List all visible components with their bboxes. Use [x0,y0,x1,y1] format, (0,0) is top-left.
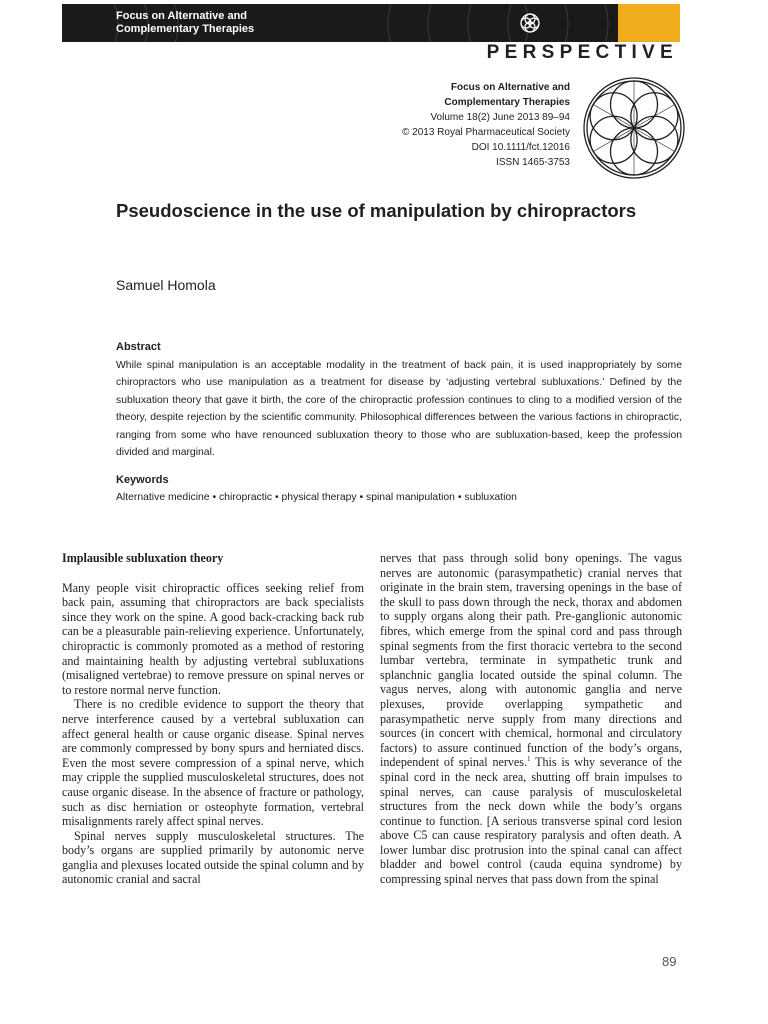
keywords-heading: Keywords [116,474,169,486]
abstract-text: While spinal manipulation is an acceptable modality in the treatment of back pain, it is used inappropriately by some chiropractors who use manipulation as a treatment for disease by ‘adjusting vertebral subluxations.’ Defined by the subluxation theory that gave it birth, the core of the chiropractic profession continues to cling to a modified version of the theory, despite rejection by the scientific community. Philosophical differences between the various factions in chiropractic, ranging from some who have renounced subluxation theory to those who are subluxation-based, keep the profession divided and marginal. [116,360,682,459]
journal-name: Focus on Alternative and Complementary Therapies [116,10,255,35]
body-paragraph: Spinal nerves supply musculoskeletal structures. The body’s organs are supplied primarily by autonomic nerve ganglia and plexuses located outside the spinal column and by autonomic cranial and sacral [62,828,364,887]
accent-block [618,4,680,42]
body-column-right [380,551,682,887]
body-paragraph: Many people visit chiropractic offices seeking relief from back pain, assuming that chiropractors are back specialists since they work on the spine. A good back-cracking back rub can be a pleasurable pain-relieving experience. Unfortunately, chiropractic is commonly promoted as a method of restoring and maintaining health by adjusting vertebral subluxations (misaligned vertebrae) to remove pressure on spinal nerves or to restore normal nerve function. [62,580,364,697]
section-label: PERSPECTIVE [486,42,678,63]
page-number: 89 [662,954,677,969]
reference-marker: 1 [527,755,531,764]
article-author: Samuel Homola [116,277,216,293]
body-paragraph: nerves that pass through solid bony openings. The vagus nerves are autonomic (parasympathetic) cranial nerves that originate in the brain stem, traversing openings in the base of the skull to pass down through the neck, thorax and abdomen to supply organs along their path. Pre-ganglionic autonomic fibres, which emerge from the spinal cord and pass through spinal segments from the first thoracic vertebra to the second lumbar vertebra, terminate in sympathetic trunk and splanchnic ganglia located outside the spinal column. The vagus nerves, along with autonomic ganglia and nerve plexuses, provide overlapping sympathetic and parasympathetic nerve supply from many directions and sources (in concert with chemical, hormonal and circulatory factors) to assure continued function of the body’s organs, independent of spinal nerves.$^1$ This is why severance of the spinal cord in the neck area, shutting off brain impulses to spinal nerves, can cause paralysis of musculoskeletal structures from the neck down while the body’s organs continue to function. [A serious transverse spinal cord lesion above C5 can cause respiratory paralysis and often death. A lower lumbar disc protrusion into the spinal canal can affect bladder and bowel control (cauda equina syndrome) by compressing spinal nerves that pass down from the spinal [380,551,682,887]
keywords-list: Alternative medicine • chiropractic • physical therapy • spinal manipulation • subluxation [116,492,517,503]
body-paragraph: There is no credible evidence to support the theory that nerve interference caused by a vertebral subluxation can affect general health or cause organic disease. Spinal nerves are commonly compressed by bony spurs and herniated discs. Even the most severe compression of a spinal nerve, which may cripple the supplied musculoskeletal structures, does not cause organic disease. In the absence of fracture or pathology, such as disc herniation or osteophyte formation, vertebral misalignments rarely affect spinal nerves. [62,697,364,829]
section-heading: Implausible subluxation theory [62,551,224,565]
body-column-left [62,551,364,887]
article-title: Pseudoscience in the use of manipulation by chiropractors [116,200,637,221]
abstract-heading: Abstract [116,341,161,353]
publication-info: Focus on Alternative and Complementary Therapies Volume 18(2) June 2013 89–94 © 2013 Royal Pharmaceutical Society DOI 10.1111/fct.12016 ISSN 1465-3753 [401,82,570,168]
flower-of-life-logo [582,76,686,180]
